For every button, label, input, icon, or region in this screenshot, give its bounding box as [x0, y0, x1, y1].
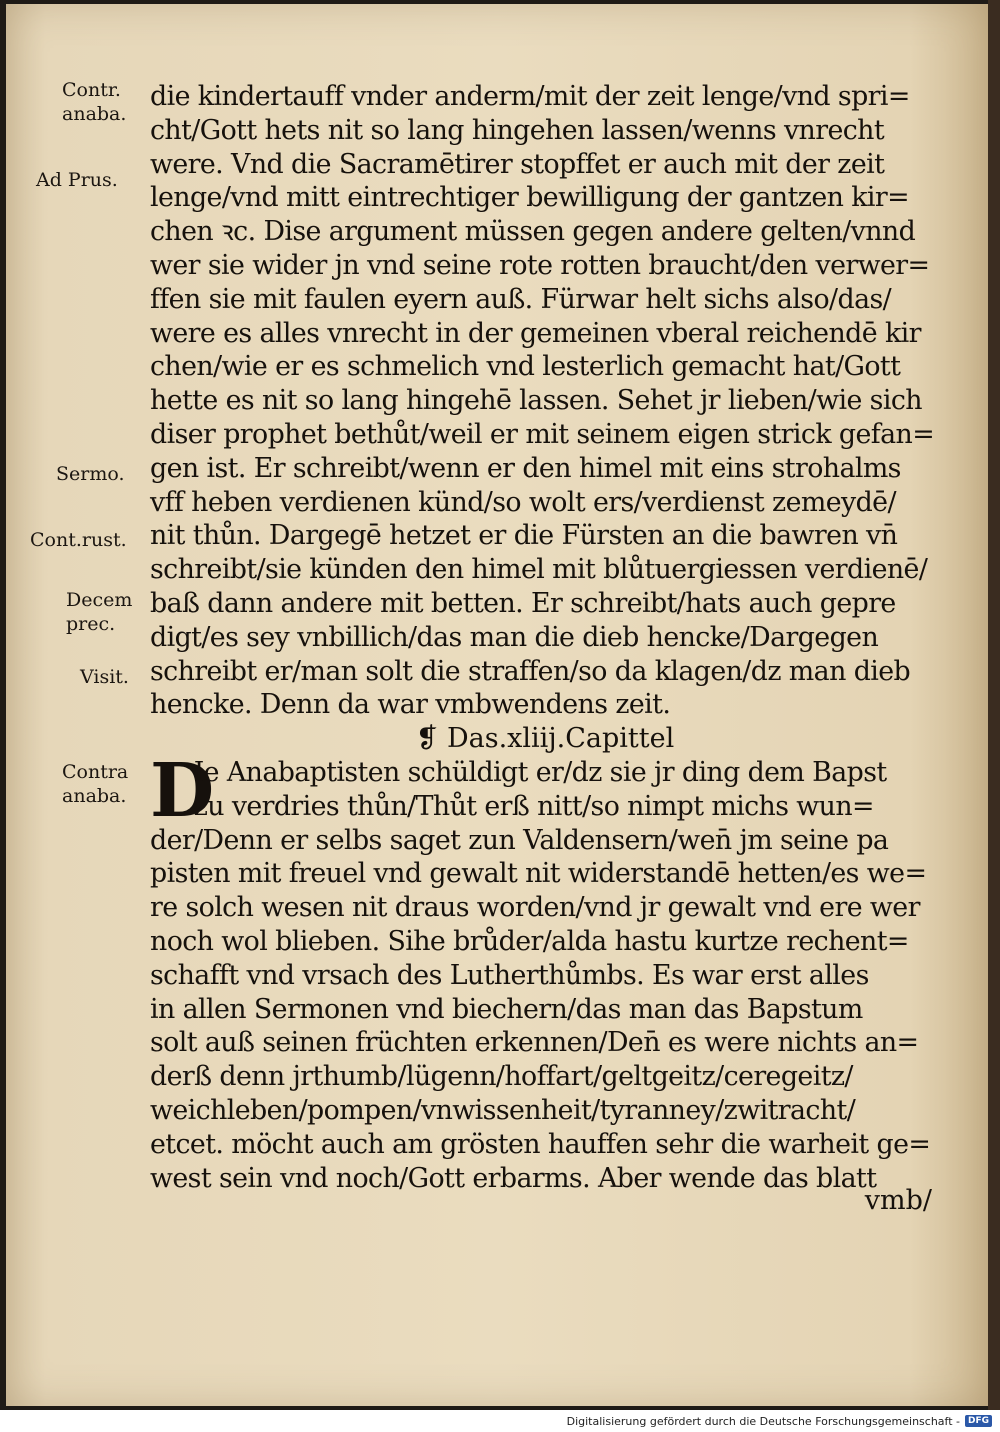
chapter-heading: ❡ Das.xliij.Capittel — [415, 723, 675, 755]
text-line: schreibt er/man solt die straffen/so da klagen/dz man dieb — [150, 655, 911, 687]
book-edge — [988, 0, 1000, 1410]
text-line: west sein vnd noch/Gott erbarms. Aber wende das blatt — [150, 1162, 877, 1194]
margin-note: Contr. anaba. — [62, 79, 127, 125]
text-line: zu verdries thůn/Thůt erß nitt/so nimpt michs wun= — [193, 790, 874, 822]
text-line: noch wol blieben. Sihe brůder/alda hastu kurtze rechent= — [150, 925, 909, 957]
text-line: etcet. möcht auch am grösten hauffen sehr die warheit ge= — [150, 1128, 931, 1160]
text-line: chen/wie er es schmelich vnd lesterlich gemacht hat/Gott — [150, 351, 901, 383]
text-line: der/Denn er selbs saget zun Valdensern/wen̄ jm seine pa — [150, 824, 889, 856]
text-line: pisten mit freuel vnd gewalt nit widerstandē hetten/es we= — [150, 858, 927, 890]
text-line: vff heben verdienen künd/so wolt ers/verdienst zemeydē/ — [150, 486, 896, 518]
text-line: ffen sie mit faulen eyern auß. Fürwar helt sichs also/das/ — [150, 283, 892, 315]
text-line: hencke. Denn da war vmbwendens zeit. — [150, 689, 671, 721]
paragraph-after-heading — [150, 747, 940, 1195]
text-line: re solch wesen nit draus worden/vnd jr gewalt vnd ere wer — [150, 892, 920, 924]
text-line: die kindertauff vnder anderm/mit der zeit lenge/vnd spri= — [150, 81, 910, 112]
text-line: were es alles vnrecht in der gemeinen vberal reichendē kir — [150, 317, 921, 349]
text-line: derß denn jrthumb/lügenn/hoffart/geltgeitz/ceregeitz/ — [150, 1061, 853, 1093]
margin-note: Ad Prus. — [36, 169, 118, 191]
text-line: diser prophet bethůt/weil er mit seinem eigen strick gefan= — [150, 418, 935, 450]
margin-note: Contra anaba. — [62, 761, 129, 807]
drop-cap: D — [150, 747, 215, 834]
text-line: nit thůn. Dargegē hetzet er die Fürsten an die bawren vn̄ — [150, 520, 898, 552]
text-line: Ie Anabaptisten schüldigt er/dz sie jr ding dem Bapst — [193, 756, 887, 788]
margin-note: Decem prec. — [66, 589, 133, 635]
margin-note: Sermo. — [56, 463, 125, 485]
text-line: hette es nit so lang hingehē lassen. Sehet jr lieben/wie sich — [150, 385, 922, 417]
funding-notice: Digitalisierung gefördert durch die Deutsche Forschungsgemeinschaft - — [566, 1415, 960, 1428]
dfg-logo: DFG — [965, 1415, 992, 1427]
text-line: were. Vnd die Sacramētirer stopffet er auch mit der zeit — [150, 148, 885, 180]
footer — [0, 1410, 1000, 1432]
margin-note: Visit. — [80, 666, 129, 688]
catchword: vmb/ — [864, 1185, 932, 1216]
paragraph-before-heading — [150, 80, 940, 722]
margin-note: Cont.rust. — [30, 529, 127, 551]
text-line: digt/es sey vnbillich/das man die dieb hencke/Dargegen — [150, 621, 879, 653]
text-line: cht/Gott hets nit so lang hingehen lassen/wenns vnrecht — [150, 114, 885, 146]
text-line: solt auß seinen früchten erkennen/Den̄ es were nichts an= — [150, 1027, 919, 1059]
text-line: schafft vnd vrsach des Lutherthůmbs. Es war erst alles — [150, 959, 869, 991]
text-line: weichleben/pompen/vnwissenheit/tyranney/zwitracht/ — [150, 1094, 856, 1126]
main-text — [150, 80, 940, 1195]
text-line: schreibt/sie künden den himel mit blůtuergiessen verdienē/ — [150, 554, 928, 586]
text-line: chen ꝛc. Dise argument müssen gegen andere gelten/vnnd — [150, 216, 916, 248]
text-line: in allen Sermonen vnd biechern/das man das Bapstum — [150, 993, 863, 1025]
text-line: wer sie wider jn vnd seine rote rotten braucht/den verwer= — [150, 249, 930, 281]
text-line: lenge/vnd mitt eintrechtiger bewilligung der gantzen kir= — [150, 182, 910, 214]
text-line: baß dann andere mit betten. Er schreibt/hats auch gepre — [150, 587, 896, 619]
text-line: gen ist. Er schreibt/wenn er den himel mit eins strohalms — [150, 452, 901, 484]
